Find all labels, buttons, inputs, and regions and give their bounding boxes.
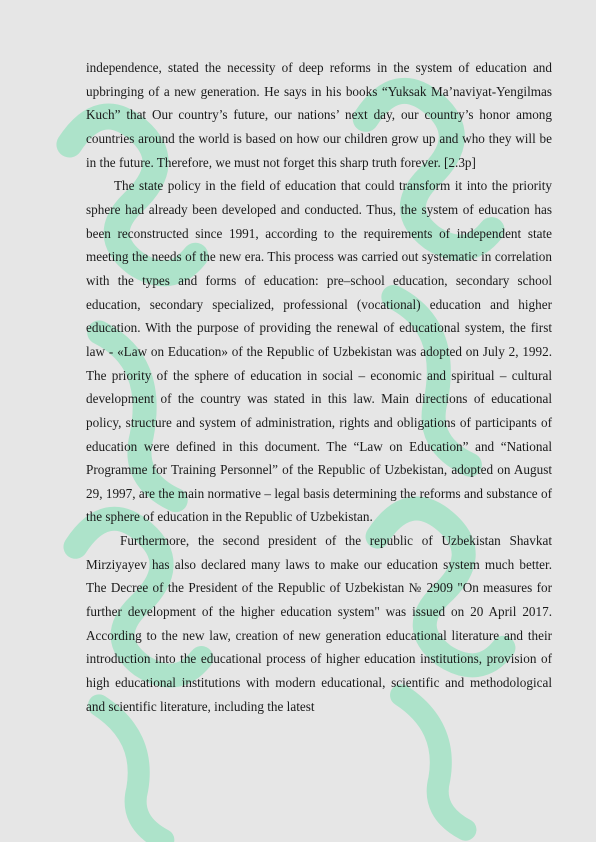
paragraph-state-policy: The state policy in the field of education that could transform it into the priority sphere had already been developed and conducted. Thus, the system of education has been reconstructed since 1991, according to the requirements of independent state meeting the needs of the new era. This process was carried out systematic in correlation with the types and forms of education: pre–school education, secondary school education, secondary specialized, professional (vocational) education and higher education. With the purpose of providing the renewal of educational system, the first law - «Law on Education» of the Republic of Uzbekistan was adopted on July 2, 1992. The priority of the sphere of education in social – economic and spiritual – cultural development of the country was stated in this law. Main directions of educational policy, structure and system of administration, rights and obligations of participants of education were defined in this document. The “Law on Education” and “National Programme for Training Personnel” of the Republic of Uzbekistan, adopted on August 29, 1997, are the main normative – legal basis determining the reforms and substance of the sphere of education in the Republic of Uzbekistan. <box>86 178 552 525</box>
paragraph-independence: independence, stated the necessity of deep reforms in the system of education and upbringing of a new generation. He says in his books “Yuksak Ma’naviyat-Yengilmas Kuch” that Our country’s future, our nations’ next day, our country’s honor among countries around the world is based on how our children grow up and who they will be in the future. Therefore, we must not forget this sharp truth forever. [2.3p] <box>86 60 552 170</box>
paragraph-mirziyayev-decree: Furthermore, the second president of the republic of Uzbekistan Shavkat Mirziyayev has also declared many laws to make our education system much better. The Decree of the President of the Republic of Uzbekistan № 2909 "On measures for further development of the higher education system" was issued on 20 April 2017. According to the new law, creation of new generation educational literature and their introduction into the educational process of higher education institutions, provision of high educational institutions with modern educational, scientific and methodological and scientific literature, including the latest <box>86 533 552 714</box>
document-page <box>86 56 552 718</box>
